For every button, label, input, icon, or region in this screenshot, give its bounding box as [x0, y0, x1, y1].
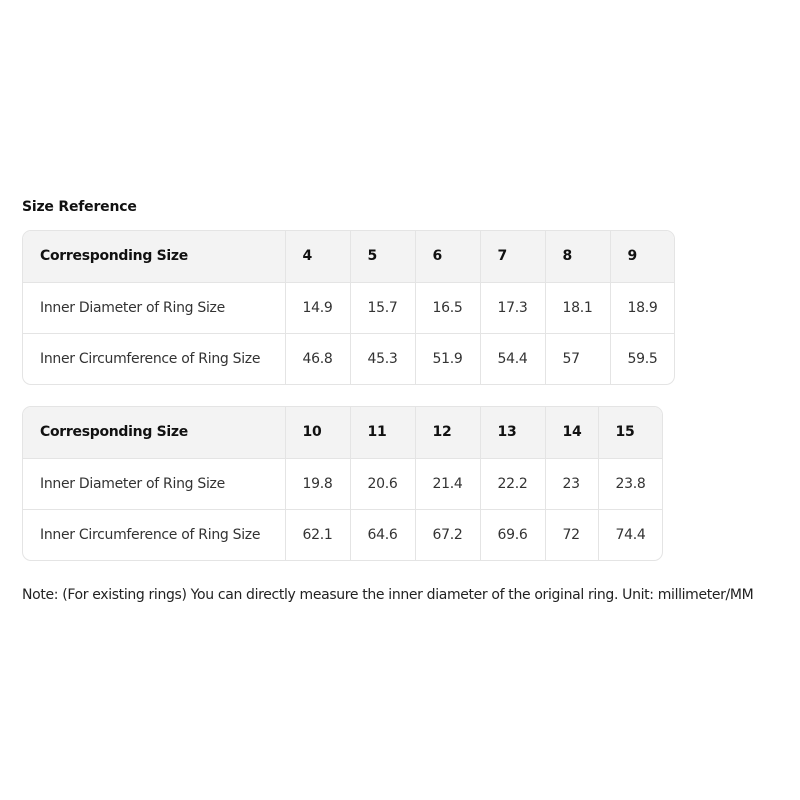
header-cell: 10	[285, 407, 350, 458]
table-cell: 19.8	[285, 458, 350, 509]
header-cell: 9	[610, 231, 674, 282]
table-cell: 46.8	[285, 333, 350, 384]
header-cell: 14	[545, 407, 598, 458]
table-cell: 18.9	[610, 282, 674, 333]
table-cell: 14.9	[285, 282, 350, 333]
table-cell: 54.4	[480, 333, 545, 384]
row-label: Inner Diameter of Ring Size	[23, 458, 285, 509]
measurement-note: Note: (For existing rings) You can directly measure the inner diameter of the original ring. Unit: millimeter/MM	[22, 587, 754, 603]
row-label: Inner Circumference of Ring Size	[23, 509, 285, 560]
table-row	[23, 509, 662, 560]
header-cell: 6	[415, 231, 480, 282]
table-cell: 62.1	[285, 509, 350, 560]
header-cell: 12	[415, 407, 480, 458]
table-cell: 15.7	[350, 282, 415, 333]
table-cell: 22.2	[480, 458, 545, 509]
header-cell: Corresponding Size	[40, 248, 188, 265]
table-header-row	[23, 407, 662, 458]
size-table-1	[22, 230, 675, 385]
table-cell: 67.2	[415, 509, 480, 560]
table-cell: 16.5	[415, 282, 480, 333]
table-cell: 21.4	[415, 458, 480, 509]
table-cell: 23	[545, 458, 598, 509]
table-cell: 74.4	[598, 509, 662, 560]
table-cell: 18.1	[545, 282, 610, 333]
table-cell: 20.6	[350, 458, 415, 509]
size-table-1-grid	[23, 231, 674, 384]
table-row	[23, 282, 674, 333]
header-cell: 4	[285, 231, 350, 282]
header-cell: 5	[350, 231, 415, 282]
table-cell: 51.9	[415, 333, 480, 384]
table-cell: 57	[545, 333, 610, 384]
header-cell: 13	[480, 407, 545, 458]
table-cell: 69.6	[480, 509, 545, 560]
table-cell: 72	[545, 509, 598, 560]
header-cell: 11	[350, 407, 415, 458]
size-table-2	[22, 406, 663, 561]
header-cell: 8	[545, 231, 610, 282]
table-cell: 64.6	[350, 509, 415, 560]
table-cell: 23.8	[598, 458, 662, 509]
table-cell: 59.5	[610, 333, 674, 384]
table-row	[23, 333, 674, 384]
row-label: Inner Circumference of Ring Size	[23, 333, 285, 384]
table-header-row	[23, 231, 674, 282]
page-title: Size Reference	[22, 199, 137, 215]
header-cell: Corresponding Size	[40, 424, 188, 441]
table-row	[23, 458, 662, 509]
row-label: Inner Diameter of Ring Size	[23, 282, 285, 333]
header-cell: 7	[480, 231, 545, 282]
table-cell: 45.3	[350, 333, 415, 384]
table-cell: 17.3	[480, 282, 545, 333]
size-table-2-grid	[23, 407, 662, 560]
header-cell: 15	[598, 407, 662, 458]
